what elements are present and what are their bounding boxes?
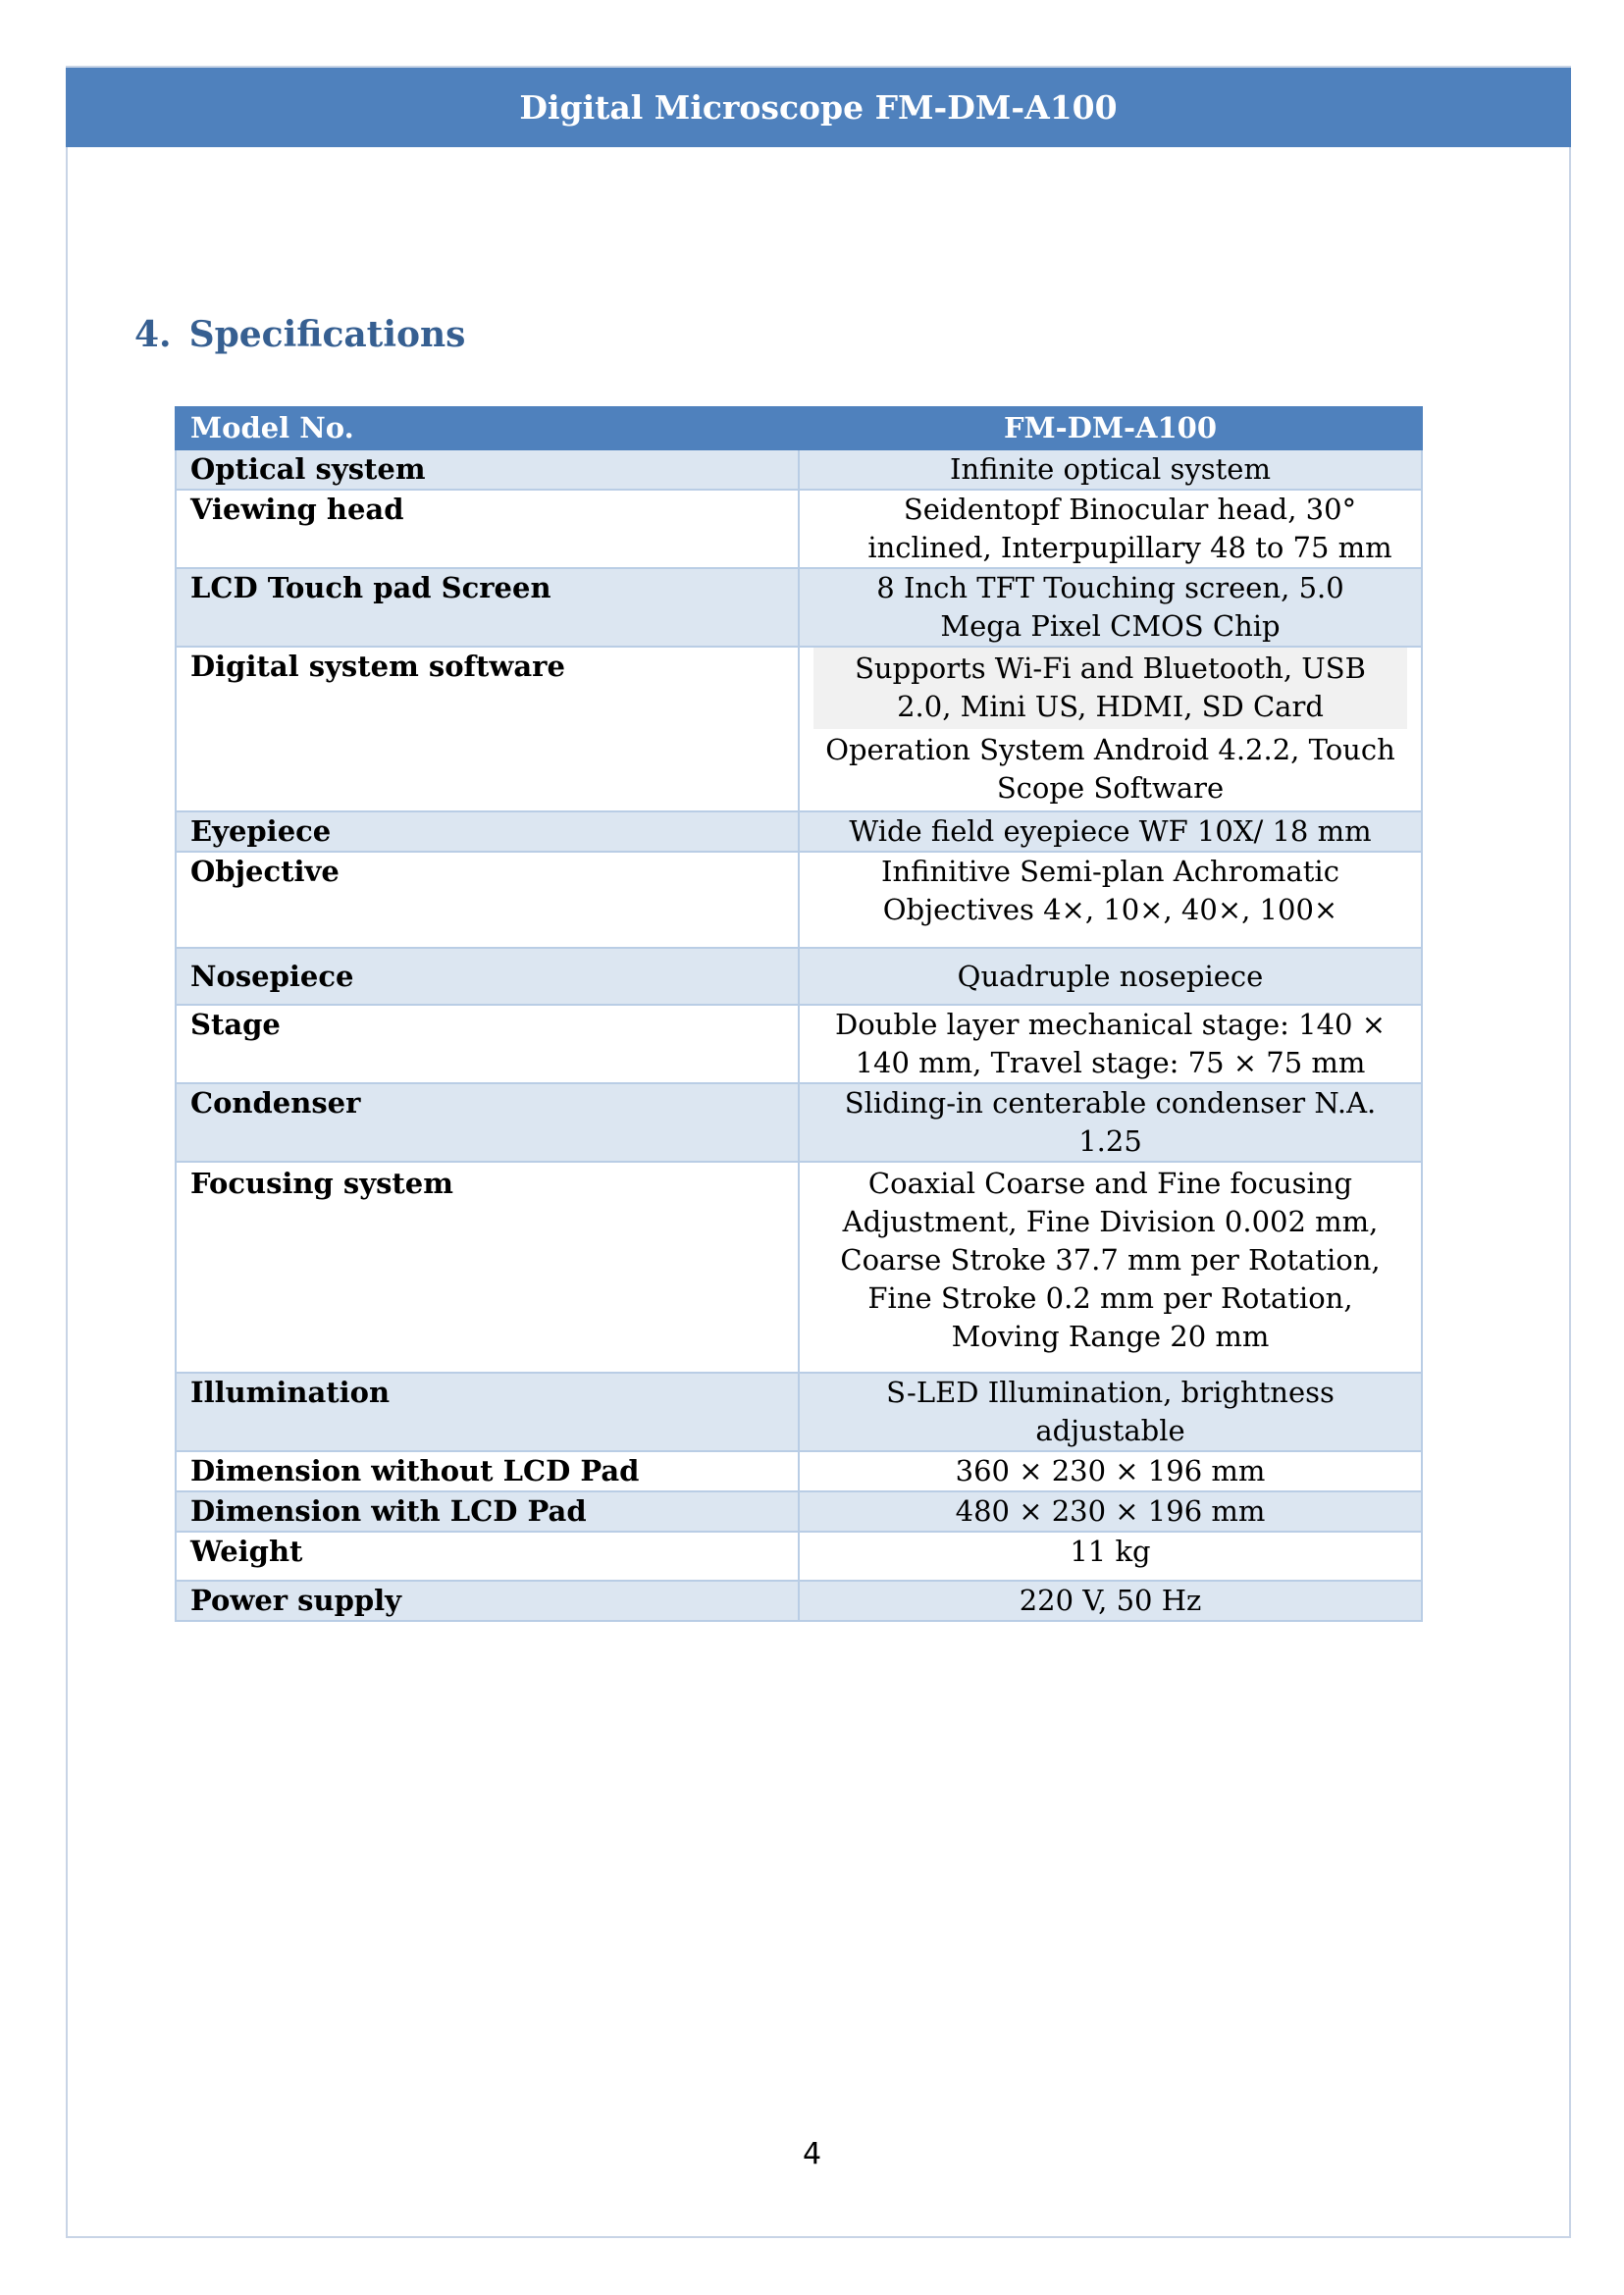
row-value: 360 × 230 × 196 mm: [799, 1451, 1422, 1491]
table-row: [176, 568, 1422, 647]
row-value: Seidentopf Binocular head, 30° inclined, Interpupillary 48 to 75 mm: [799, 490, 1422, 568]
row-value: 8 Inch TFT Touching screen, 5.0 Mega Pixel CMOS Chip: [799, 568, 1422, 647]
row-label: Power supply: [176, 1581, 799, 1621]
row-value: [799, 647, 1422, 811]
row-label: Optical system: [176, 449, 799, 490]
table-row: [176, 1005, 1422, 1083]
header-value-cell: FM-DM-A100: [799, 407, 1422, 449]
row-value: Coaxial Coarse and Fine focusing Adjustment, Fine Division 0.002 mm, Coarse Stroke 37.7 mm per Rotation, Fine Stroke 0.2 mm per Rotation, Moving Range 20 mm: [799, 1162, 1422, 1373]
table-row: [176, 1373, 1422, 1451]
page-number: 4: [802, 2137, 822, 2171]
software-connectivity-text: Supports Wi-Fi and Bluetooth, USB 2.0, Mini US, HDMI, SD Card: [813, 648, 1407, 729]
table-row: [176, 852, 1422, 948]
table-row: [176, 449, 1422, 490]
table-row: [176, 1162, 1422, 1373]
table-row: [176, 490, 1422, 568]
section-number: 4.: [134, 314, 172, 355]
row-label: Dimension with LCD Pad: [176, 1491, 799, 1532]
row-label: Digital system software: [176, 647, 799, 811]
row-label: Weight: [176, 1532, 799, 1581]
table-header-row: [176, 407, 1422, 449]
row-label: Focusing system: [176, 1162, 799, 1373]
row-value: Infinitive Semi-plan Achromatic Objectives 4×, 10×, 40×, 100×: [799, 852, 1422, 948]
table-row: [176, 1581, 1422, 1621]
row-label: Eyepiece: [176, 811, 799, 852]
table-row: [176, 1083, 1422, 1162]
row-label: Stage: [176, 1005, 799, 1083]
row-value: Quadruple nosepiece: [799, 948, 1422, 1005]
row-label: Condenser: [176, 1083, 799, 1162]
table-row: [176, 647, 1422, 811]
row-label: Dimension without LCD Pad: [176, 1451, 799, 1491]
table-row: [176, 1491, 1422, 1532]
header-banner: [66, 68, 1571, 147]
row-label: Nosepiece: [176, 948, 799, 1005]
document-title: Digital Microscope FM-DM-A100: [519, 88, 1118, 127]
row-value: Infinite optical system: [799, 449, 1422, 490]
row-value: Wide field eyepiece WF 10X/ 18 mm: [799, 811, 1422, 852]
table-row: [176, 1532, 1422, 1581]
row-value: 480 × 230 × 196 mm: [799, 1491, 1422, 1532]
row-label: Objective: [176, 852, 799, 948]
table-row: [176, 811, 1422, 852]
section-heading: [134, 314, 465, 355]
row-label: LCD Touch pad Screen: [176, 568, 799, 647]
row-value: Sliding-in centerable condenser N.A. 1.25: [799, 1083, 1422, 1162]
header-label-cell: Model No.: [176, 407, 799, 449]
software-os-text: Operation System Android 4.2.2, Touch Scope Software: [825, 733, 1395, 805]
specifications-table: [175, 406, 1423, 1622]
section-title: Specifications: [188, 314, 466, 355]
row-value: S-LED Illumination, brightness adjustable: [799, 1373, 1422, 1451]
row-value: 220 V, 50 Hz: [799, 1581, 1422, 1621]
row-value: Double layer mechanical stage: 140 × 140 mm, Travel stage: 75 × 75 mm: [799, 1005, 1422, 1083]
row-label: Viewing head: [176, 490, 799, 568]
table-row: [176, 1451, 1422, 1491]
table-row: [176, 948, 1422, 1005]
row-label: Illumination: [176, 1373, 799, 1451]
row-value: 11 kg: [799, 1532, 1422, 1581]
